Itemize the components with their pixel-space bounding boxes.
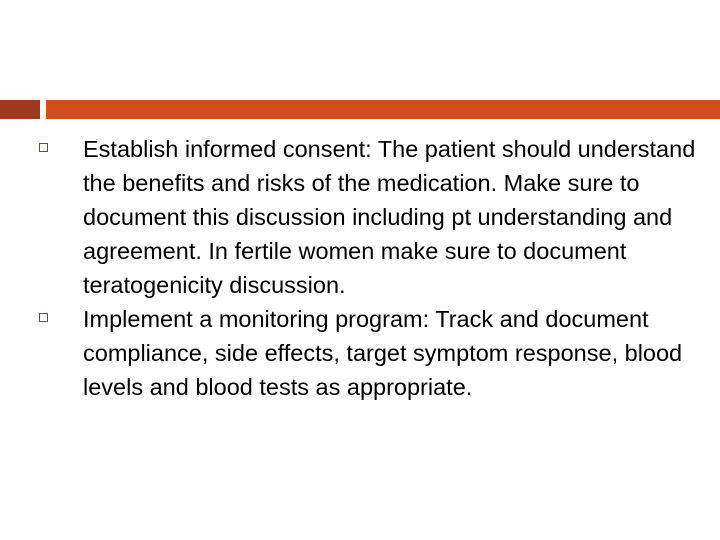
hollow-square-icon bbox=[39, 313, 48, 322]
bullet-item-consent bbox=[38, 132, 698, 302]
hollow-square-icon bbox=[39, 143, 48, 152]
bullet-text: Establish informed consent: The patient should understand the benefits and risks of the medication. Make sure to document this discussion including pt understanding and agreement. In fertile women make sure to document teratogenicity discussion. bbox=[83, 136, 696, 298]
bullet-item-monitoring bbox=[38, 302, 698, 404]
bullet-text: Implement a monitoring program: Track and document compliance, side effects, target symptom response, blood levels and blood tests as appropriate. bbox=[83, 306, 683, 400]
header-accent-block bbox=[0, 100, 40, 119]
header-accent-bar bbox=[46, 100, 720, 119]
bullet-list bbox=[38, 132, 698, 404]
